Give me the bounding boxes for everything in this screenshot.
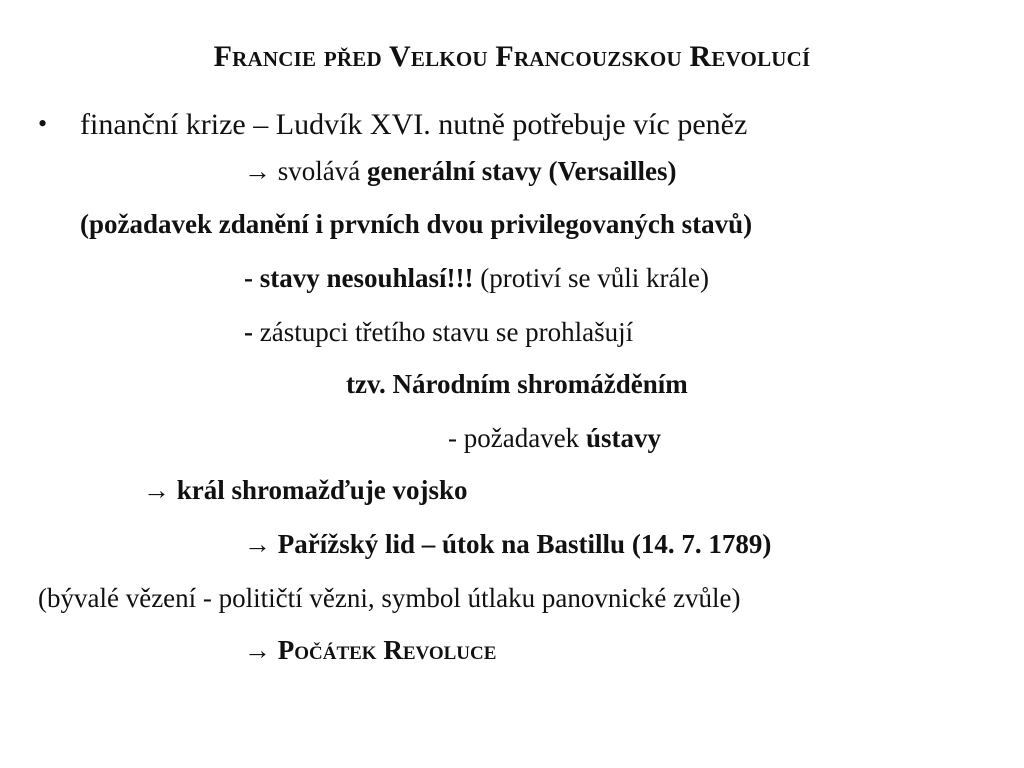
line-third-estate: [244, 316, 633, 348]
line-national-assembly: [346, 368, 688, 400]
line-tax-demand: [80, 208, 752, 240]
arrow-right-icon: →: [244, 529, 271, 559]
line-bastille: [244, 528, 771, 560]
line-revolution-start: [244, 634, 496, 666]
line-financial-crisis: [80, 108, 747, 142]
line-estates-disagree: [244, 262, 709, 294]
line-smallcaps-text: Počátek Revoluce: [271, 635, 497, 665]
line-king-army: [143, 474, 468, 506]
line-constitution-demand: [448, 422, 661, 454]
line-text: finanční krize – Ludvík XVI. nutně potřebuje víc peněz: [80, 108, 748, 141]
arrow-right-icon: →: [244, 156, 271, 186]
bullet-icon: •: [38, 109, 48, 138]
line-bold-text: tzv. Národním shromážděním: [346, 369, 688, 399]
arrow-right-icon: →: [244, 635, 271, 665]
slide-title: Francie před Velkou Francouzskou Revolucí: [213, 40, 811, 73]
line-bold-text: ústavy: [585, 423, 661, 453]
line-estates-general: [244, 155, 676, 187]
line-bold-text: - stavy nesouhlasí!!!: [244, 263, 474, 293]
arrow-right-icon: →: [143, 475, 170, 505]
line-bold-text: -: [244, 317, 253, 347]
line-text: (protiví se vůli krále): [473, 263, 709, 293]
line-former-prison: [38, 582, 741, 614]
line-text: svolává: [271, 156, 367, 186]
line-bold-text: Pařížský lid – útok na Bastillu (14. 7. 1789): [271, 529, 772, 559]
line-text: zástupci třetího stavu se prohlašují: [253, 317, 634, 347]
line-text: - požadavek: [448, 423, 586, 453]
line-bold-text: král shromažďuje vojsko: [170, 475, 468, 505]
line-bold-text: generální stavy (Versailles): [366, 156, 677, 186]
line-text: (bývalé vězení - političtí vězni, symbol útlaku panovnické zvůle): [38, 583, 741, 613]
line-bold-text: (požadavek zdanění i prvních dvou privilegovaných stavů): [80, 209, 753, 239]
